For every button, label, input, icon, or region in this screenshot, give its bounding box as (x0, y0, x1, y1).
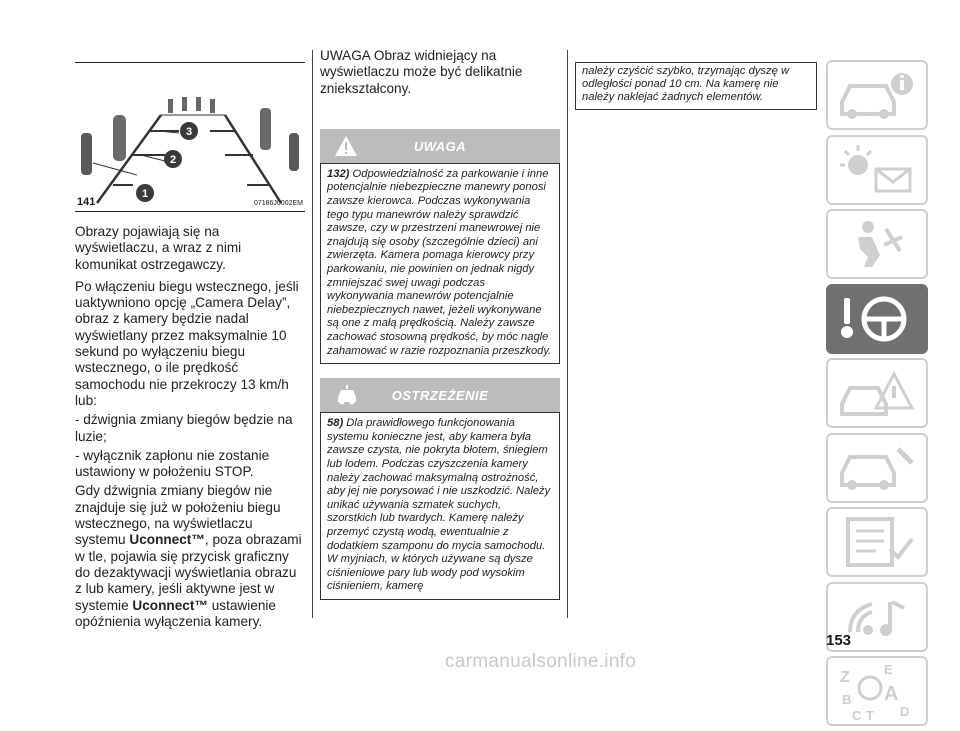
warning-box (320, 163, 560, 364)
column-rule-right (567, 50, 568, 618)
tab-maintenance[interactable] (826, 433, 928, 503)
warning-number: 132) (327, 167, 350, 180)
svg-text:A: A (884, 683, 899, 705)
car-maintenance-icon (828, 435, 926, 501)
marker-2: 2 (169, 154, 177, 166)
caution-continuation: należy czyścić szybko, trzymając dyszę w odległości ponad 10 cm. Na kamerę nie należy naklejać żadnych elementów. (575, 62, 817, 110)
index-icon (828, 658, 926, 724)
watermark: carmanualsonline.info (445, 651, 637, 672)
warning-text: Odpowiedzialność za parkowanie i inne potencjalnie niebezpieczne manewry ponosi zawsze kierowca. Podczas wykonywania tego typu manewrów należy sprawdzić zawsze, czy w przestrzeni manewrowej nie znajdują się osoby (szczególnie dzieci) ani zwierzęta. Kamera pomaga kierowcy przy parkowaniu, nie powinien on jednak nigdy zmniejszać swej uwagi podczas wykonywania manewrów potencjalnie niebezpiecznych nawet, jeżeli wykonywane są one z małą prędkością. Należy zawsze zachować stosowną prędkość, by móc nagle zahamować w razie rozpoznania przeszkody. (327, 167, 552, 357)
svg-text:E: E (884, 662, 893, 677)
tab-technical-data[interactable] (826, 507, 928, 577)
marker-1: 1 (141, 188, 149, 200)
warning-title: UWAGA (413, 138, 467, 154)
tab-airbag-seat[interactable] (826, 209, 928, 279)
tab-index[interactable] (826, 656, 928, 726)
svg-text:C: C (852, 708, 862, 723)
key-steering-wheel-icon (828, 286, 926, 352)
figure-label: 141 (77, 196, 96, 208)
warning-header (320, 129, 560, 163)
car-emergency-icon (828, 360, 926, 426)
paragraph: - wyłącznik zapłonu nie zostanie ustawiony w położeniu STOP. (75, 447, 270, 480)
left-post-icon (81, 133, 92, 175)
caution-box (320, 412, 560, 600)
tab-starting-driving[interactable] (826, 284, 928, 354)
warning-lights-icon (828, 137, 926, 203)
tab-emergency[interactable] (826, 358, 928, 428)
paragraph: Po włączeniu biegu wstecznego, jeśli uaktywniono opcję „Camera Delay”, obraz z kamery będzie nadal wyświetlany przez maksymalnie 10 sekund po wyłączeniu biegu wstecznego, o ile prędkość samochodu nie przekroczy 13 km/h lub: (75, 278, 299, 408)
paragraph-uconnect: Gdy dźwignia zmiany biegów nie znajduje się już w położeniu biegu wstecznego, na wyświetlaczu systemu Uconnect™, poza obrazami w tle, pojawia się przycisk graficzny do dezaktywacji wyświetlania obrazu z lub kamery, jeśli aktywne jest w systemie Uconnect™ ustawienie opóźnienia wyłączenia kamery. (75, 483, 302, 629)
paragraph: Obrazy pojawiają się na wyświetlaczu, a wraz z nimi komunikat ostrzegawczy. (75, 224, 242, 272)
svg-text:T: T (866, 708, 874, 723)
caution-title: OSTRZEŻENIE (391, 388, 489, 404)
caution-number: 58) (327, 417, 344, 430)
page-number: 153 (826, 632, 852, 649)
column-3 (575, 62, 817, 110)
col1-text (75, 224, 305, 630)
rear-camera-illustration (75, 63, 305, 213)
column-1 (75, 62, 305, 630)
caution-header (320, 378, 560, 412)
svg-text:B: B (842, 692, 852, 707)
left-post-near-icon (113, 115, 126, 161)
technical-data-icon (828, 509, 926, 575)
chapter-tabs (826, 60, 928, 731)
airbag-seat-icon (828, 211, 926, 277)
paragraph: - dźwignia zmiany biegów będzie na luzie; (75, 412, 293, 444)
intro-note: UWAGA Obraz widniejący na wyświetlaczu może być delikatnie zniekształcony. (320, 48, 523, 96)
rear-camera-figure (75, 62, 305, 212)
car-info-icon (828, 62, 926, 128)
caution-text: Dla prawidłowego funkcjonowania systemu konieczne jest, aby kamera była zawsze czysta, nie pokryta błotem, śniegiem lub lodem. Podczas czyszczenia kamery należy zachować maksymalną ostrożność, aby jej nie porysować i nie uszkodzić. Należy unikać używania szmatek suchych, szorstkich lub twardych. Kamerę należy przemyć czystą wodą, ewentualnie z dodatkiem szamponu do mycia samochodu. W myjniach, w których używane są dysze ciśnieniowe pary lub wody pod wysokim ciśnieniem, kamerę (327, 417, 551, 593)
right-post-icon (289, 133, 299, 171)
tab-car-info[interactable] (826, 60, 928, 130)
tab-warning-lights[interactable] (826, 135, 928, 205)
svg-text:D: D (900, 704, 910, 719)
column-2 (320, 48, 560, 600)
svg-text:Z: Z (840, 669, 850, 686)
right-post-near-icon (260, 108, 271, 150)
marker-3: 3 (185, 126, 193, 138)
column-rule-left (312, 50, 313, 618)
figure-code: 07186J0002EM (253, 200, 303, 207)
